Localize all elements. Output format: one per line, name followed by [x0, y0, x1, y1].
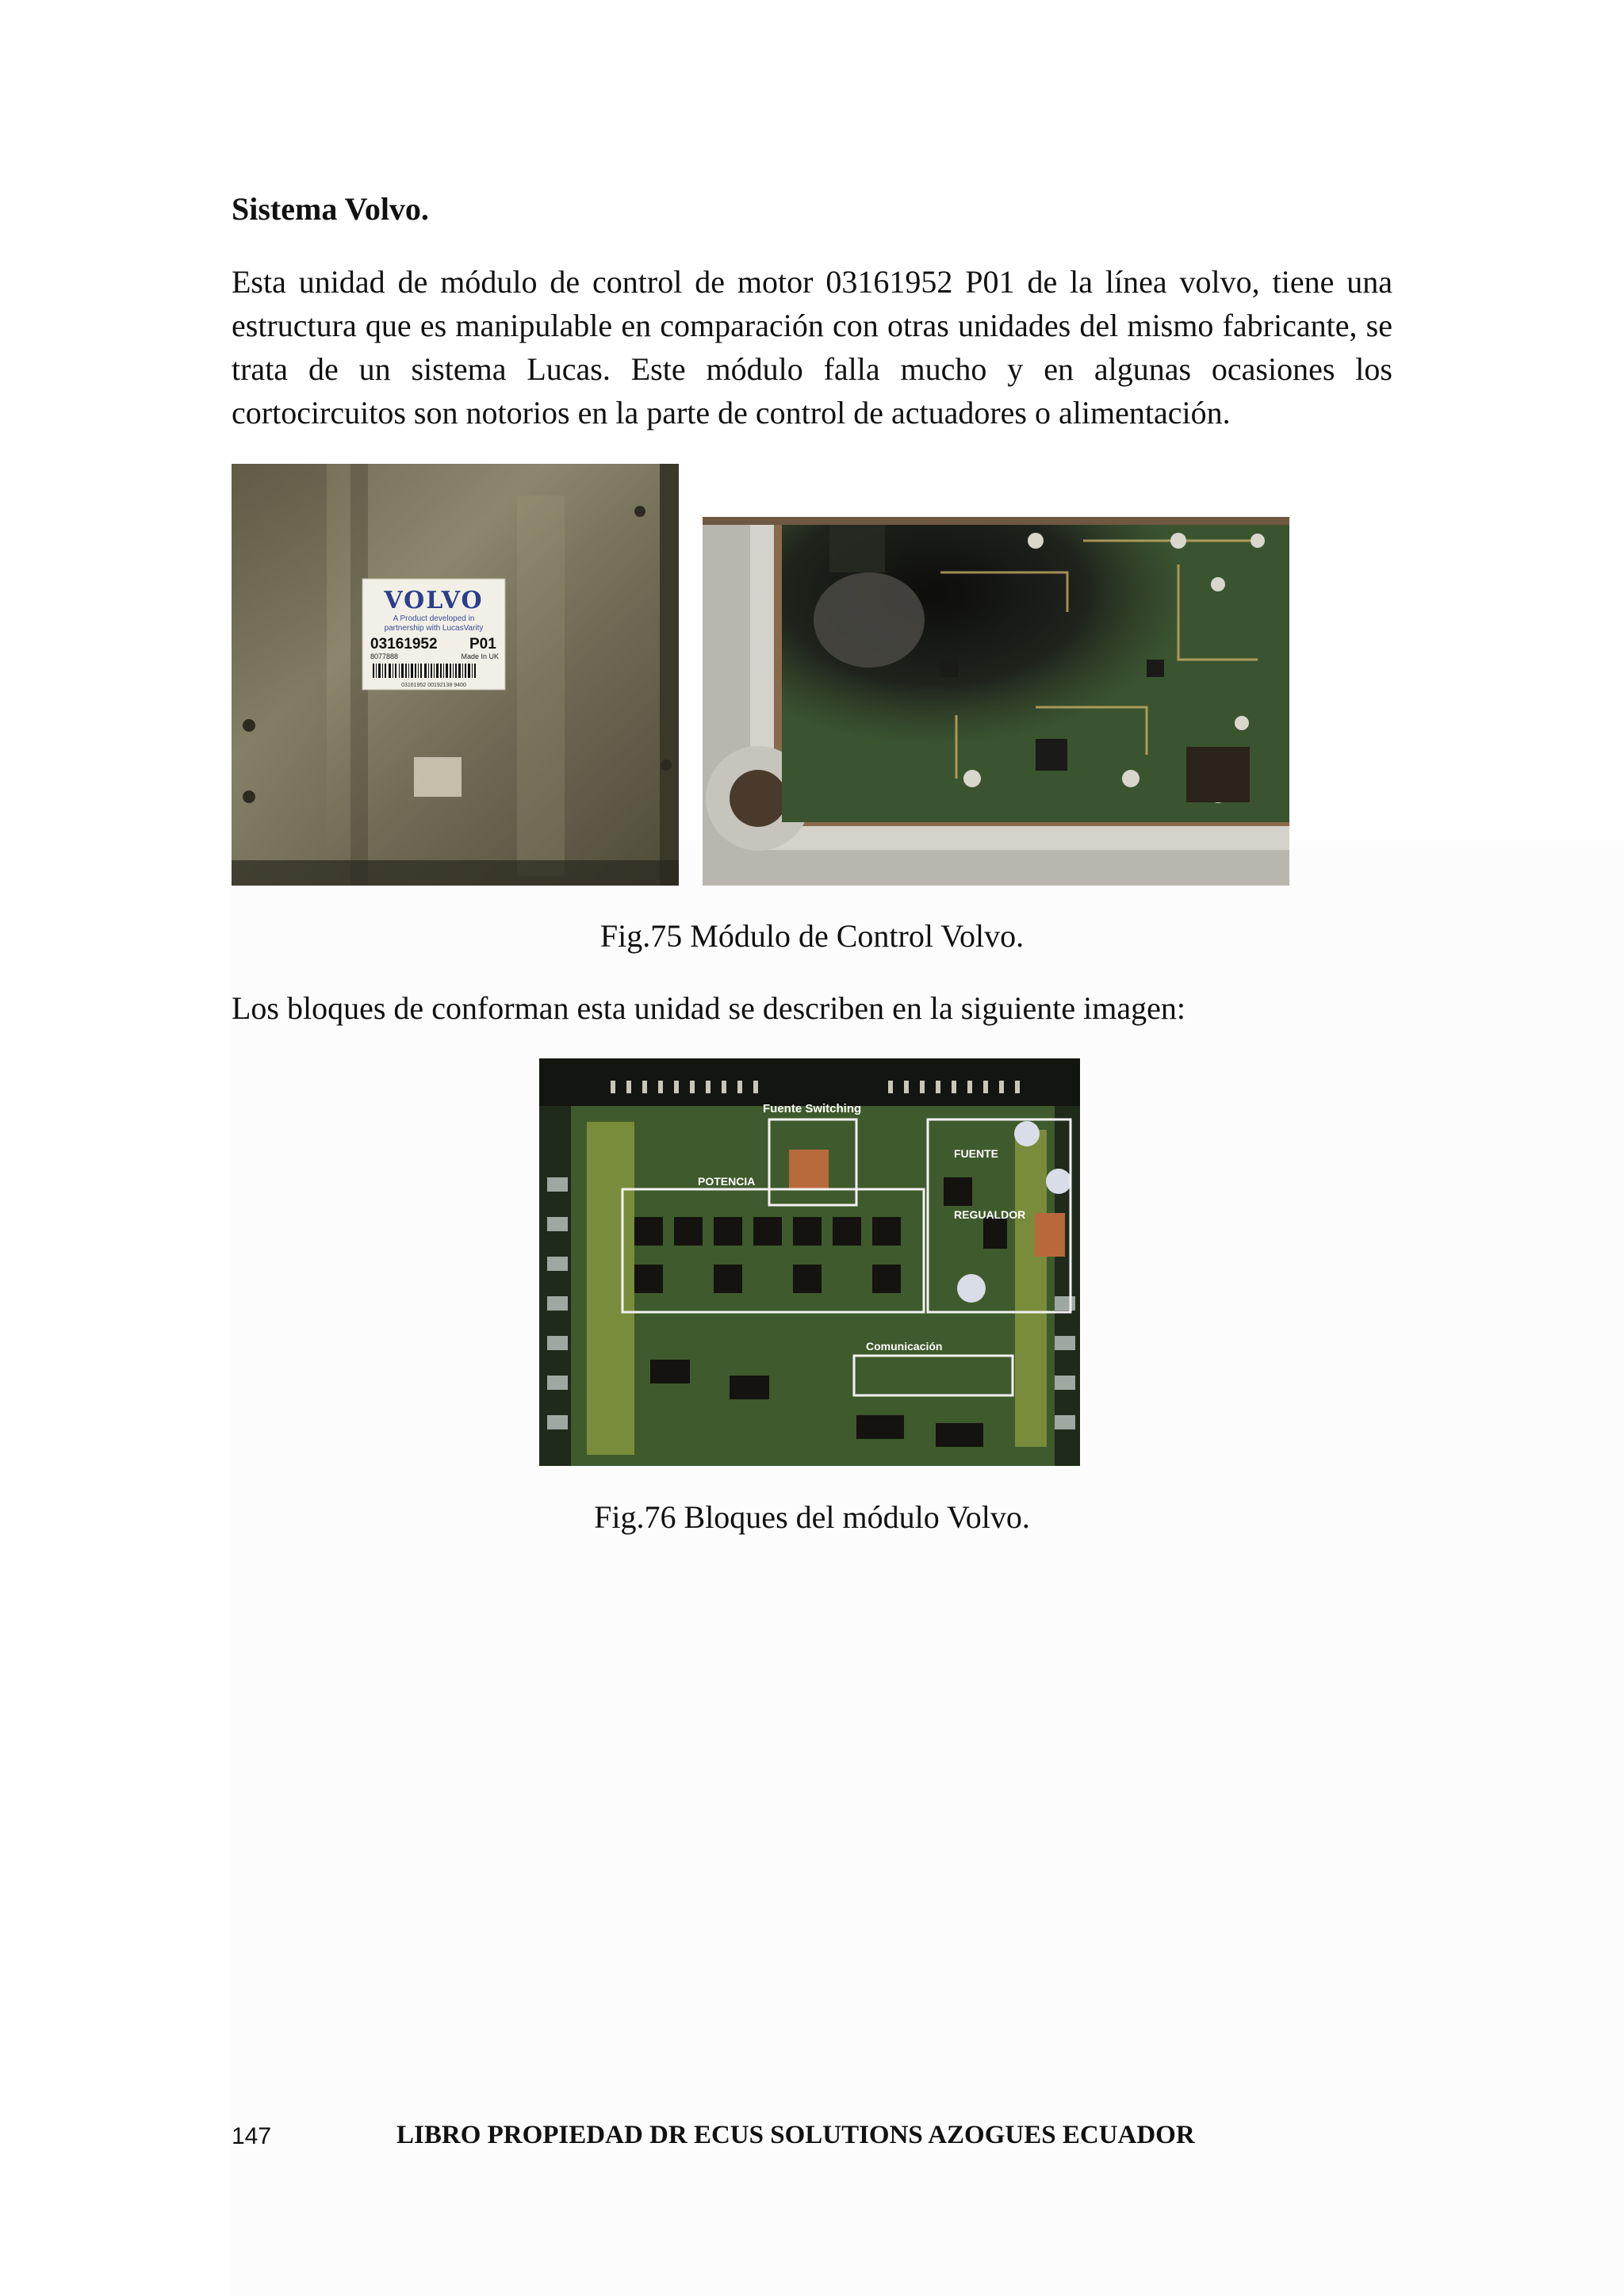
svg-text:Made In UK: Made In UK [461, 652, 499, 660]
body-paragraph: Esta unidad de módulo de control de motor 03161952 P01 de la línea volvo, tiene una estructura que es manipulable en comparación con otras unidades del mismo fabricante, se trata de un sistema Lucas. Este módulo falla mucho y en algunas ocasiones los cortocircuitos son notorios en la parte de control de actuadores o alimentación. [232, 264, 1392, 430]
page-number: 147 [232, 2123, 272, 2149]
label-comunicacion: Comunicación [866, 1340, 943, 1353]
ecu-casing-photo [232, 464, 679, 886]
figure-75-caption: Fig.75 Módulo de Control Volvo. [599, 918, 1025, 954]
label-potencia: POTENCIA [698, 1175, 756, 1188]
volvo-label [362, 579, 505, 690]
pcb-blocks-photo [539, 1058, 1080, 1466]
figure-76-caption: Fig.76 Bloques del módulo Volvo. [594, 1499, 1030, 1535]
section-heading: Sistema Volvo. [232, 191, 429, 227]
svg-text:P01: P01 [469, 636, 496, 652]
intro-sentence: Los bloques de conforman esta unidad se describen en la siguiente imagen: [232, 990, 1185, 1026]
label-part-number: 03161952 [370, 636, 438, 652]
label-brand: VOLVO [384, 587, 484, 614]
svg-text:partnership with LucasVarity: partnership with LucasVarity [384, 624, 484, 633]
label-fuente-switching: Fuente Switching [763, 1102, 862, 1115]
label-fuente: FUENTE [954, 1147, 998, 1160]
footer-title: LIBRO PROPIEDAD DR ECUS SOLUTIONS AZOGUES ECUADOR [396, 2121, 1195, 2149]
svg-text:03161952 00192138 9400: 03161952 00192138 9400 [401, 683, 466, 688]
label-regulador: REGUALDOR [954, 1208, 1026, 1221]
svg-text:A Product developed in: A Product developed in [393, 614, 475, 623]
burned-pcb-photo [703, 517, 1289, 886]
svg-text:8077888: 8077888 [370, 652, 399, 660]
